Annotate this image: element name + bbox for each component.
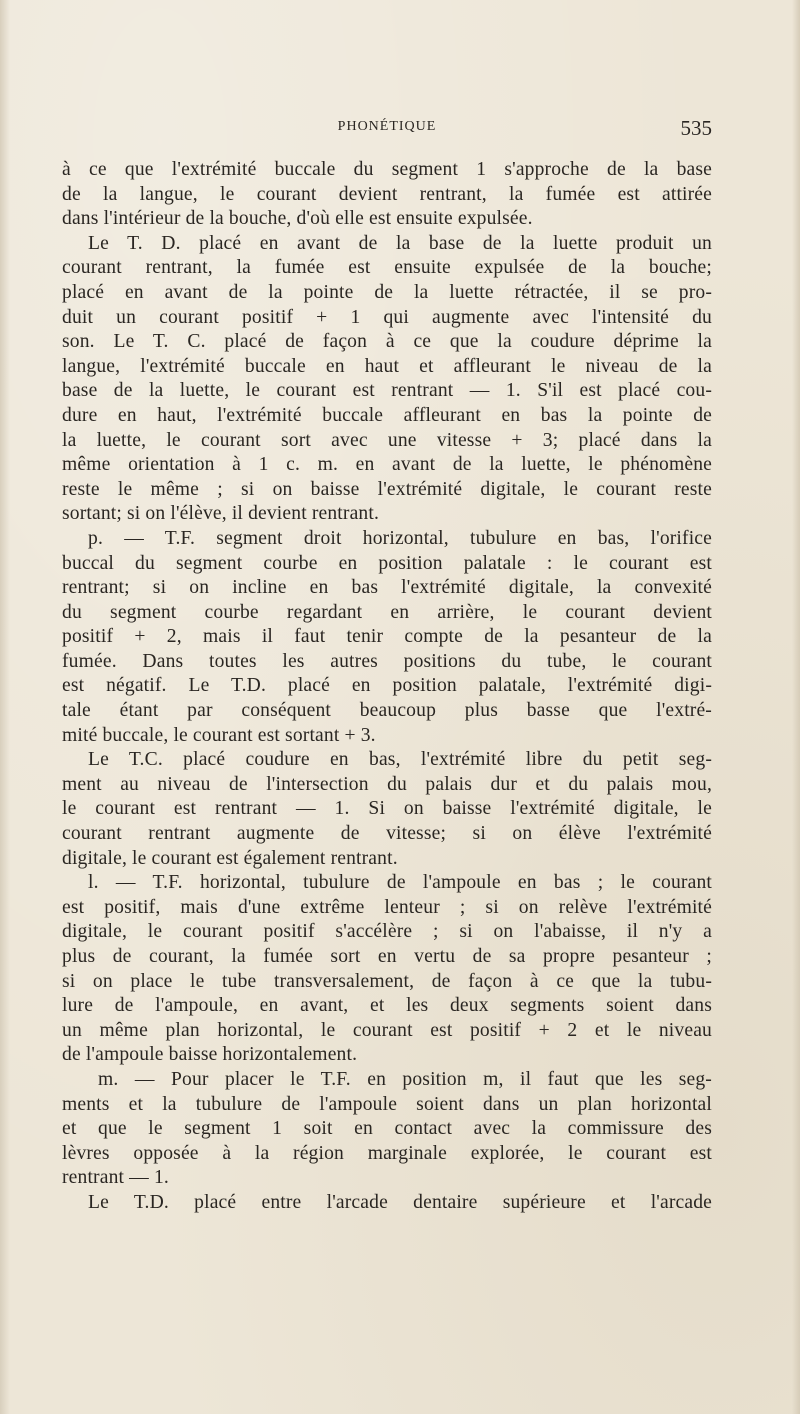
text-line: duit un courant positif + 1 qui augmente avec l'intensité du — [62, 306, 712, 328]
text-line: Le T. D. placé en avant de la base de la luette produit un — [88, 232, 712, 254]
text-line: placé en avant de la pointe de la luette rétractée, il se pro- — [62, 281, 712, 303]
text-line: de l'ampoule baisse horizontalement. — [62, 1044, 358, 1066]
text-line: rentrant; si on incline en bas l'extrémité digitale, la convexité — [62, 577, 712, 599]
text-line: Le T.C. placé coudure en bas, l'extrémité libre du petit seg- — [88, 749, 712, 771]
text-line: dans l'intérieur de la bouche, d'où elle est ensuite expulsée. — [62, 208, 533, 230]
text-line: plus de courant, la fumée sort en vertu de sa propre pesanteur ; — [62, 946, 712, 967]
text-line: même orientation à 1 c. m. en avant de la luette, le phénomène — [62, 454, 712, 476]
text-line: fumée. Dans toutes les autres positions du tube, le courant — [62, 650, 712, 672]
page-edge-right — [792, 0, 800, 1414]
page-number: 535 — [680, 116, 712, 140]
text-line: est positif, mais d'une extrême lenteur ; si on relève l'extrémité — [62, 896, 712, 918]
text-line: à ce que l'extrémité buccale du segment 1 s'approche de la base — [62, 159, 712, 180]
page-edge-left — [0, 0, 10, 1414]
text-line: courant rentrant, la fumée est ensuite expulsée de la bouche; — [62, 257, 712, 279]
text-line: courant rentrant augmente de vitesse; si on élève l'extrémité — [62, 823, 712, 845]
text-line: p. — T.F. segment droit horizontal, tubulure en bas, l'orifice — [88, 527, 712, 549]
text-line: positif + 2, mais il faut tenir compte de la pesanteur de la — [62, 626, 712, 648]
text-line: reste le même ; si on baisse l'extrémité digitale, le courant reste — [62, 478, 712, 500]
text-line: son. Le T. C. placé de façon à ce que la coudure déprime la — [62, 331, 712, 353]
text-line: ment au niveau de l'intersection du palais dur et du palais mou, — [62, 773, 712, 795]
body-text — [62, 158, 712, 1216]
text-line: rentrant — 1. — [62, 1167, 169, 1189]
text-line: langue, l'extrémité buccale en haut et affleurant le niveau de la — [62, 355, 712, 377]
text-line: Le T.D. placé entre l'arcade dentaire supérieure et l'arcade — [88, 1191, 712, 1213]
text-line: le courant est rentrant — 1. Si on baisse l'extrémité digitale, le — [62, 798, 712, 820]
text-line: buccal du segment courbe en position palatale : le courant est — [62, 552, 712, 574]
text-line: lèvres opposée à la région marginale explorée, le courant est — [62, 1142, 712, 1164]
text-line: digitale, le courant positif s'accélère ; si on l'abaisse, il n'y a — [62, 921, 712, 943]
text-line: base de la luette, le courant est rentrant — 1. S'il est placé cou- — [62, 380, 712, 402]
text-line: dure en haut, l'extrémité buccale affleurant en bas la pointe de — [62, 404, 712, 426]
text-line: si on place le tube transversalement, de façon à ce que la tubu- — [62, 970, 712, 992]
text-line: et que le segment 1 soit en contact avec la commissure des — [62, 1118, 712, 1140]
text-line: m. — Pour placer le T.F. en position m, il faut que les seg- — [98, 1068, 712, 1090]
text-line: tale étant par conséquent beaucoup plus basse que l'extré- — [62, 700, 712, 722]
text-line: la luette, le courant sort avec une vitesse + 3; placé dans la — [62, 429, 712, 451]
running-head: PHONÉTIQUE — [337, 119, 437, 134]
text-line: est négatif. Le T.D. placé en position palatale, l'extrémité digi- — [62, 675, 712, 697]
page-header — [62, 116, 712, 142]
text-line: lure de l'ampoule, en avant, et les deux segments soient dans — [62, 995, 712, 1017]
text-line: l. — T.F. horizontal, tubulure de l'ampoule en bas ; le courant — [88, 872, 712, 894]
text-line: ments et la tubulure de l'ampoule soient dans un plan horizontal — [62, 1093, 712, 1115]
text-line: un même plan horizontal, le courant est positif + 2 et le niveau — [62, 1019, 712, 1041]
text-line: sortant; si on l'élève, il devient rentrant. — [62, 503, 380, 525]
text-line: du segment courbe regardant en arrière, le courant devient — [62, 601, 712, 623]
text-line: de la langue, le courant devient rentrant, la fumée est attirée — [62, 183, 712, 205]
text-line: mité buccale, le courant est sortant + 3. — [62, 724, 376, 746]
text-line: digitale, le courant est également rentrant. — [62, 847, 398, 869]
